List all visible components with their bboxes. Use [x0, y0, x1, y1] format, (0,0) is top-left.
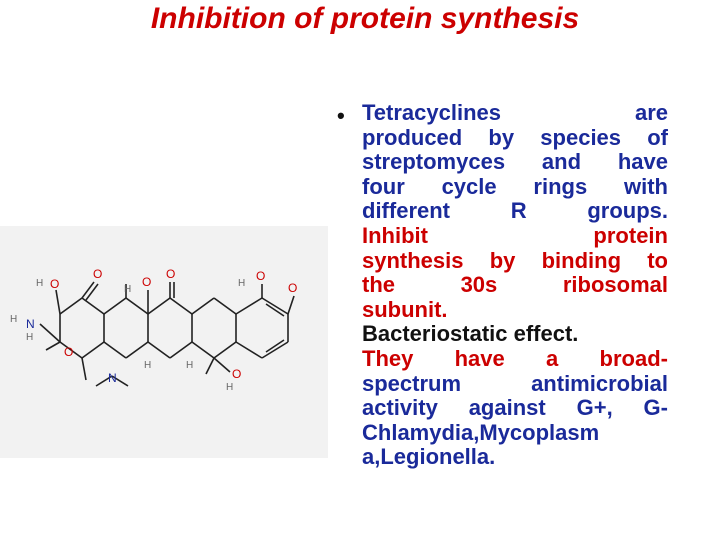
- bullet-line-1: Tetracyclines are: [362, 100, 668, 125]
- atom-hydrogen-8: H: [186, 360, 194, 371]
- bullet-line-2: produced by species of: [362, 124, 668, 150]
- bullet-line-4: four cycle rings with: [362, 173, 668, 199]
- atom-oxygen-8: O: [232, 367, 242, 381]
- bullet-line-13: activity against G+, G-: [362, 395, 668, 421]
- bullet-line-14: Chlamydia,Mycoplasm: [362, 419, 600, 445]
- bullet-line-9: subunit.: [362, 296, 448, 322]
- atom-hydrogen-3: H: [26, 332, 34, 343]
- atom-oxygen-5: O: [256, 269, 266, 283]
- bullet-line-11: They have a broad-: [362, 345, 668, 371]
- bullet-line-10: Bacteriostatic effect.: [362, 321, 579, 347]
- atom-hydrogen-2: H: [10, 314, 18, 325]
- atom-hydrogen-5: H: [238, 278, 246, 289]
- bullet-line-3: streptomyces and have: [362, 149, 668, 175]
- atom-nitrogen-2: N: [108, 371, 117, 385]
- bullet-line-12: spectrum antimicrobial: [362, 370, 668, 396]
- bullet-line-5: different R groups.: [362, 198, 668, 224]
- bullet-line-6: Inhibit protein: [362, 222, 668, 248]
- atom-oxygen-7: O: [64, 345, 74, 359]
- atom-hydrogen-6: H: [226, 382, 234, 393]
- atom-oxygen-1: O: [50, 277, 60, 291]
- atom-hydrogen-4: H: [124, 284, 132, 295]
- atom-oxygen-4: O: [166, 267, 176, 281]
- bullet-text: [362, 101, 668, 470]
- tetracycline-structure-image: [0, 226, 328, 458]
- slide-title: Inhibition of protein synthesis: [150, 2, 580, 35]
- bullet-line-8: the 30s ribosomal: [362, 272, 668, 298]
- tetracycline-structure-diagram: [0, 226, 328, 458]
- atom-hydrogen-1: H: [36, 278, 44, 289]
- atom-nitrogen-1: N: [26, 317, 35, 331]
- bullet-line-7: synthesis by binding to: [362, 247, 668, 273]
- atom-oxygen-2: O: [93, 267, 103, 281]
- bullet-marker: •: [337, 103, 345, 128]
- bullet-line-15: a,Legionella.: [362, 444, 496, 470]
- atom-hydrogen-7: H: [144, 360, 152, 371]
- atom-oxygen-6: O: [288, 281, 298, 295]
- atom-oxygen-3: O: [142, 275, 152, 289]
